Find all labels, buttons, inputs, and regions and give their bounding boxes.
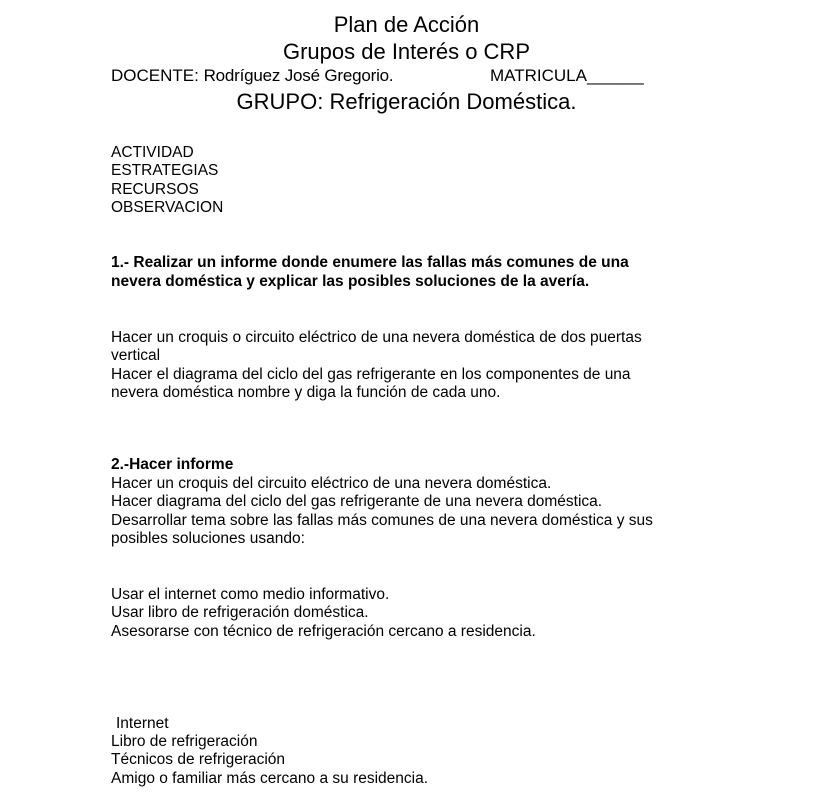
section2-text-line: posibles soluciones usando: — [111, 530, 305, 547]
heading-observacion: OBSERVACION — [111, 199, 224, 216]
section2-text-line: Hacer un croquis del circuito eléctrico de una nevera doméstica. — [111, 475, 552, 492]
section1-text-line: vertical — [111, 347, 161, 364]
section1-text-line: nevera doméstica nombre y diga la función de cada uno. — [111, 384, 501, 401]
resource-line: Libro de refrigeración — [111, 733, 258, 750]
heading-recursos: RECURSOS — [111, 181, 199, 198]
grupo-heading: GRUPO: Refrigeración Doméstica. — [236, 89, 577, 114]
matricula-field: MATRICULA______ — [490, 66, 644, 85]
heading-estrategias: ESTRATEGIAS — [111, 162, 219, 179]
section1-text-line: Hacer un croquis o circuito eléctrico de una nevera doméstica de dos puertas — [111, 329, 642, 346]
page-title: Plan de Acción — [333, 12, 480, 37]
docente-line — [111, 67, 393, 84]
heading-actividad: ACTIVIDAD — [111, 144, 194, 161]
section2-text-line: Desarrollar tema sobre las fallas más comunes de una nevera doméstica y sus — [111, 512, 653, 529]
docente-name: Rodríguez José Gregorio. — [203, 66, 394, 85]
page-subtitle: Grupos de Interés o CRP — [282, 39, 530, 64]
section1-title-line2: nevera doméstica y explicar las posibles soluciones de la avería. — [111, 273, 590, 290]
resource-line: Internet — [116, 715, 169, 732]
strategy-line: Usar libro de refrigeración doméstica. — [111, 604, 369, 621]
resource-line: Técnicos de refrigeración — [111, 751, 286, 768]
section1-text-line: Hacer el diagrama del ciclo del gas refrigerante en los componentes de una — [111, 366, 631, 383]
strategy-line: Usar el internet como medio informativo. — [111, 586, 390, 603]
section2-title: 2.-Hacer informe — [111, 456, 234, 473]
docente-label: DOCENTE: — [111, 66, 199, 85]
resource-line: Amigo o familiar más cercano a su residencia. — [111, 770, 429, 787]
section1-title-line1: 1.- Realizar un informe donde enumere las fallas más comunes de una — [111, 254, 629, 271]
strategy-line: Asesorarse con técnico de refrigeración cercano a residencia. — [111, 623, 536, 640]
section2-text-line: Hacer diagrama del ciclo del gas refrigerante de una nevera doméstica. — [111, 493, 603, 510]
